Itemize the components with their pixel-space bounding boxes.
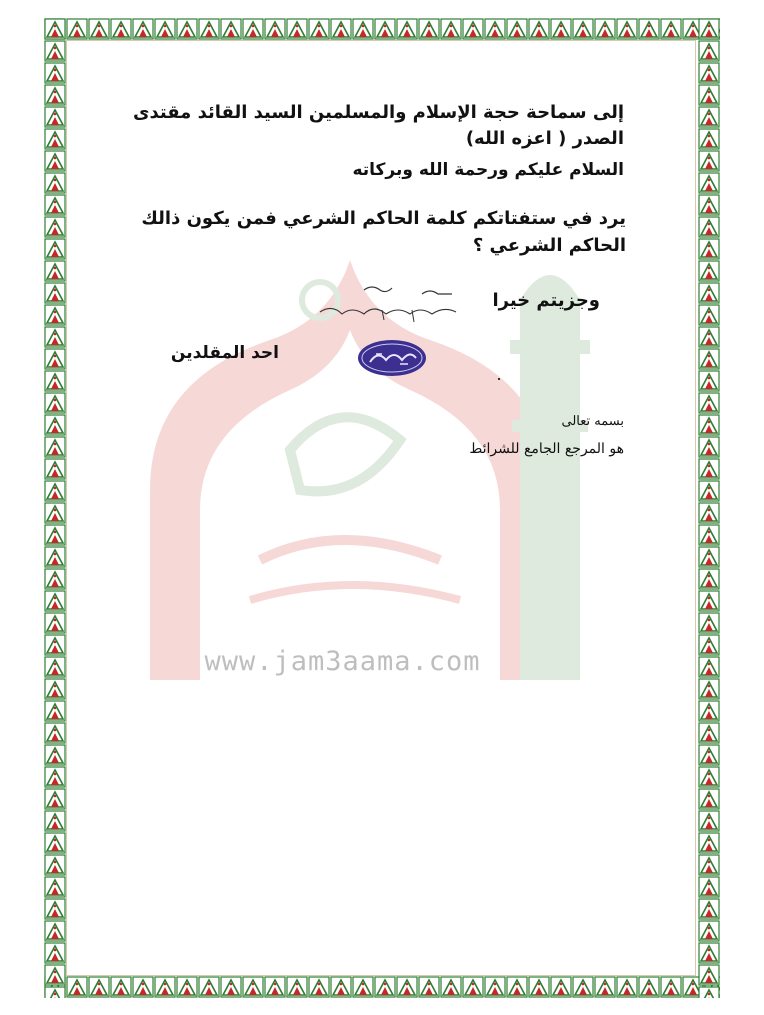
- decorative-border-top: [44, 18, 720, 40]
- reply-answer: هو المرجع الجامع للشرائط: [469, 441, 624, 457]
- reply-opening: بسمه تعالى: [561, 414, 624, 429]
- decorative-border-left: [44, 18, 66, 998]
- handwritten-reply-image: [312, 280, 472, 328]
- official-seal-stamp: [356, 338, 428, 378]
- watermark-url: www.jam3aama.com: [204, 646, 481, 677]
- decorative-border-right: [698, 18, 720, 998]
- stray-dot: [498, 378, 500, 380]
- question-text: يرد في ستفتاتكم كلمة الحاكم الشرعي فمن يكون ذالك الحاكم الشرعي ؟: [141, 208, 626, 256]
- addressee-line: إلى سماحة حجة الإسلام والمسلمين السيد القائد مقتدى الصدر ( اعزه الله): [132, 102, 624, 149]
- greeting-line: السلام عليكم ورحمة الله وبركاته: [352, 160, 624, 180]
- thanks-line: وجزيتم خيرا: [492, 290, 600, 311]
- sender-signature: احد المقلدين: [170, 343, 279, 363]
- decorative-border-bottom: [44, 976, 720, 998]
